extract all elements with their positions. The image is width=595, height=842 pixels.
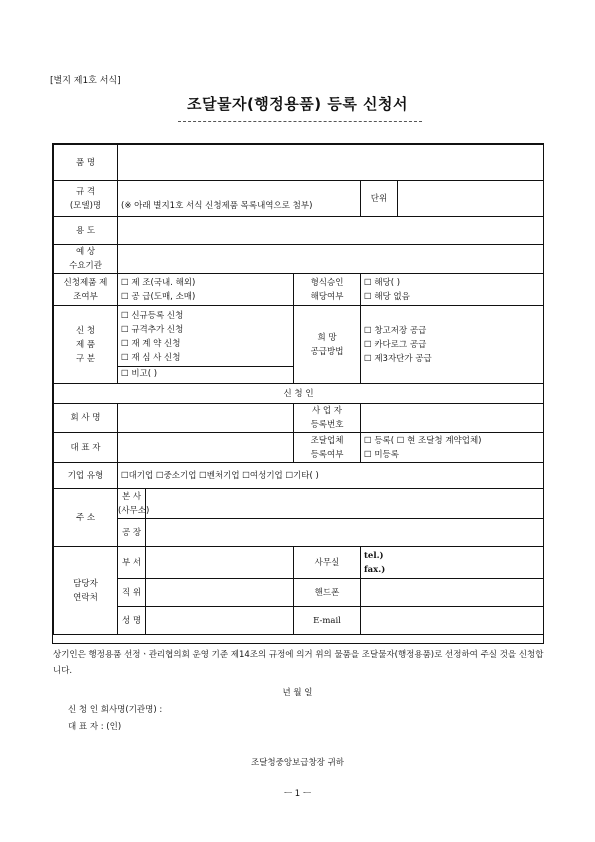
ceo-field[interactable] [118,433,294,463]
email-label: E-mail [294,607,361,635]
contact-name-field[interactable] [146,607,294,635]
office-phone-label: 사무실 [294,547,361,579]
date-line: 년 월 일 [282,688,313,698]
fax-label: fax.) [364,564,386,575]
row-usage [54,217,544,245]
supply-method-options [361,306,544,384]
form-number-label: [별지 제1호 서식] [50,76,121,86]
unit-label: 단위 [361,181,398,217]
position-field[interactable] [146,579,294,607]
vendor-registration-options [361,433,544,463]
usage-field[interactable] [118,217,544,245]
representative-seal-line: 대 표 자 : (인) [68,722,122,732]
contact-label: 담당자 연락처 [54,547,118,635]
company-name-field[interactable] [118,404,294,433]
reexamination-checkbox[interactable]: ☐ 재 심 사 신청 [121,353,181,363]
new-registration-checkbox[interactable]: ☐ 신규등록 신청 [121,311,184,321]
row-company [54,404,544,433]
addressee: 조달청중앙보급창장 귀하 [250,758,345,768]
title-underline [178,121,422,122]
email-field[interactable] [361,607,544,635]
row-application-category [54,306,544,384]
declaration-text: 상기인은 행정용품 선정ㆍ관리협의회 운영 기준 제14조의 규정에 의거 위의 물품을 조달물자(행정용품)로 선정하여 주실 것을 신청합니다. [53,650,544,676]
recontract-checkbox[interactable]: ☐ 재 계 약 신청 [121,339,181,349]
approval-label: 형식승인 해당여부 [294,274,361,306]
spec-field[interactable] [118,181,361,217]
row-expected-demand [54,245,544,274]
manufacture-label: 신청제품 제 조여부 [54,274,118,306]
row-contact-position [54,579,544,607]
approval-options [361,274,544,306]
row-company-type [54,463,544,489]
applicant-company-line: 신 청 인 회사명(기관명) : [68,705,163,715]
warehouse-supply-checkbox[interactable]: ☐ 창고저장 공급 [364,325,427,336]
address-label: 주 소 [54,489,118,547]
applicant-section-header: 신 청 인 [54,384,544,404]
head-office-address-field[interactable] [146,489,544,519]
vendor-registration-label: 조달업체 등록여부 [294,433,361,463]
unit-field[interactable] [398,181,544,217]
row-contact-name [54,607,544,635]
spec-note: (※ 아래 별지1호 서식 신청제품 목록내역으로 첨부) [121,200,313,211]
spec-addition-checkbox[interactable]: ☐ 규격추가 신청 [121,325,184,335]
usage-label: 용 도 [54,217,118,245]
office-phone-field[interactable] [361,547,544,579]
mobile-field[interactable] [361,579,544,607]
third-party-supply-checkbox[interactable]: ☐ 제3자단가 공급 [364,353,432,364]
row-spec [54,181,544,217]
row-product-name [54,145,544,181]
expected-demand-label: 예 상 수요기관 [54,245,118,274]
company-name-label: 회 사 명 [54,404,118,433]
vendor-registered-checkbox[interactable]: ☐ 등록( ☐ 현 조달청 계약업체) [364,435,482,446]
row-contact-dept [54,547,544,579]
supply-checkbox[interactable]: ☐ 공 급(도매, 소매) [121,291,196,302]
row-ceo [54,433,544,463]
approval-no-checkbox[interactable]: ☐ 해당 없음 [364,291,410,302]
category-label: 신 청 제 품 구 분 [54,306,118,384]
mobile-label: 핸드폰 [294,579,361,607]
row-address-head-office [54,489,544,519]
product-name-field[interactable] [118,145,544,181]
other-checkbox[interactable]: ☐ 비고( ) [121,369,158,379]
contact-name-label: 성 명 [118,607,146,635]
row-manufacture [54,274,544,306]
manufacture-options [118,274,294,306]
approval-yes-checkbox[interactable]: ☐ 해당( ) [364,277,401,288]
company-type-label: 기업 유형 [54,463,118,489]
expected-demand-field[interactable] [118,245,544,274]
company-type-options[interactable]: ☐대기업 ☐중소기업 ☐벤처기업 ☐여성기업 ☐기타( ) [118,463,544,489]
row-address-factory [54,519,544,547]
page-number: ㅡ 1 ㅡ [283,789,312,799]
catalog-supply-checkbox[interactable]: ☐ 카다로그 공급 [364,339,427,350]
product-name-label: 품 명 [54,145,118,181]
business-number-label: 사 업 자 등록번호 [294,404,361,433]
department-label: 부 서 [118,547,146,579]
position-label: 직 위 [118,579,146,607]
application-form-table [53,144,544,635]
department-field[interactable] [146,547,294,579]
head-office-label: 본 사 (사무소) [118,489,146,519]
category-options [118,306,294,384]
spec-label: 규 격 (모델)명 [54,181,118,217]
tel-label: tel.) [364,550,384,561]
vendor-unregistered-checkbox[interactable]: ☐ 미등록 [364,449,399,460]
business-number-field[interactable] [361,404,544,433]
supply-method-label: 희 망 공급방법 [294,306,361,384]
document-title: 조달물자(행정용품) 등록 신청서 [186,95,409,113]
factory-address-field[interactable] [146,519,544,547]
row-applicant-header [54,384,544,404]
factory-label: 공 장 [118,519,146,547]
ceo-label: 대 표 자 [54,433,118,463]
manufacture-checkbox[interactable]: ☐ 제 조(국내. 해외) [121,277,196,288]
